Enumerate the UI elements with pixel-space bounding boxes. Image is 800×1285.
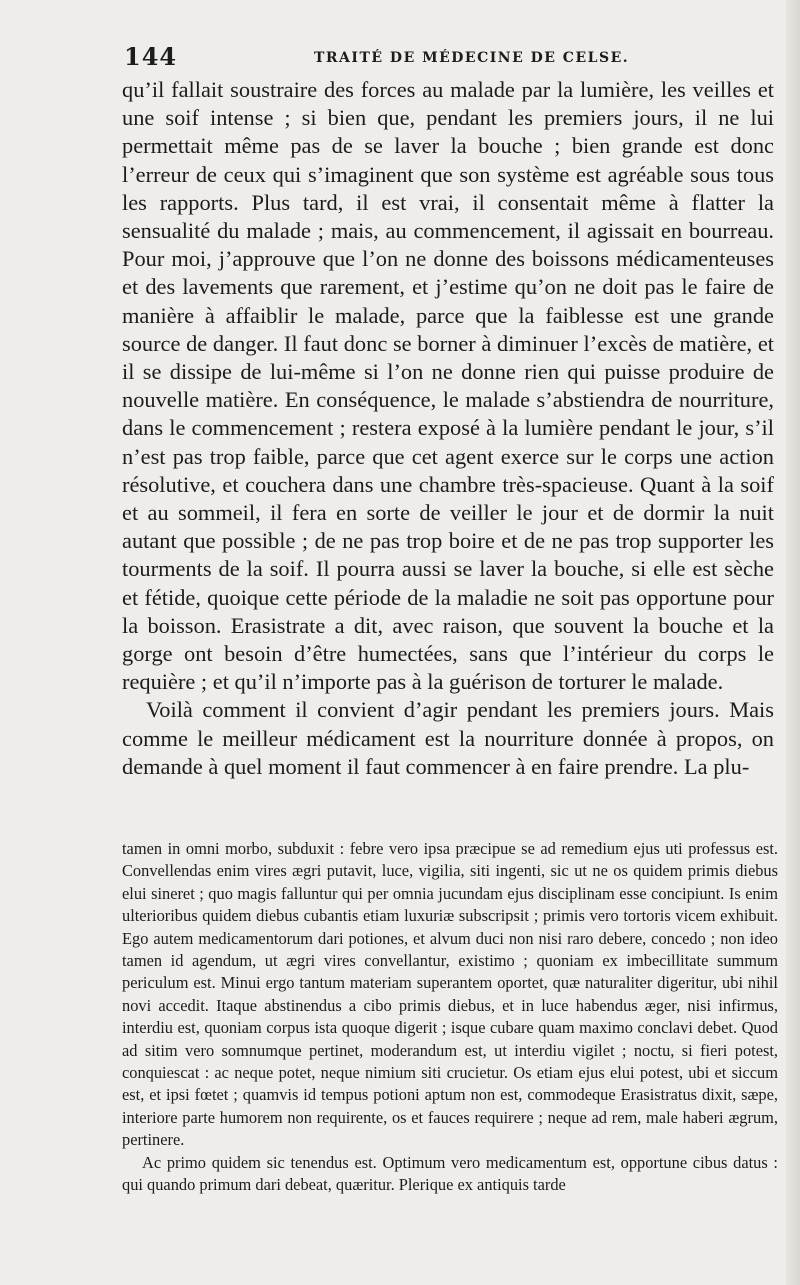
main-paragraph-2: Voilà comment il convient d’agir pendant les premiers jours. Mais comme le meilleur médicament est la nourriture donnée à propos, on demande à quel moment il faut commencer à en faire prendre. La plu- <box>122 697 774 779</box>
main-paragraph-1: qu’il fallait soustraire des forces au malade par la lumière, les veilles et une soif intense ; si bien que, pendant les premiers jours, il ne lui permettait même pas de se laver la bouche ; bien grande est donc l’erreur de ceux qui s’imaginent que son système est agréable sous tous les rapports. Plus tard, il est vrai, il consentait même à flatter la sensualité du malade ; mais, au commencement, il agissait en bourreau. Pour moi, j’approuve que l’on ne donne des boissons médicamenteuses et des lavements que rarement, et j’estime qu’on ne doit pas le faire de manière à affaiblir le malade, parce que la faiblesse est une grande source de danger. Il faut donc se borner à diminuer l’excès de matière, et il se dissipe de lui-même si l’on ne donne rien qui puisse produire de nouvelle matière. En conséquence, le malade s’abstiendra de nourriture, dans le commencement ; restera exposé à la lumière pendant le jour, s’il n’est pas trop faible, parce que cet agent exerce sur le corps une action résolutive, et couchera dans une chambre très-spacieuse. Quant à la soif et au sommeil, il fera en sorte de veiller le jour et de dormir la nuit autant que possible ; de ne pas trop boire et de ne pas trop supporter les tourments de la soif. Il pourra aussi se laver la bouche, si elle est sèche et fétide, quoique cette période de la maladie ne soit pas opportune pour la boisson. Erasistrate a dit, avec raison, que souvent la bouche et la gorge ont besoin d’être humectées, sans que l’intérieur du corps le requière ; et qu’il n’importe pas à la guérison de torturer le malade. <box>122 77 774 695</box>
running-title: TRAITÉ DE MÉDECINE DE CELSE. <box>314 50 630 66</box>
page-header <box>122 42 780 72</box>
page-edge <box>786 0 800 1285</box>
latin-paragraph-2: Ac primo quidem sic tenendus est. Optimum vero medicamentum est, opportune cibus datus : qui quando primum dari debeat, quæritur. Plerique ex antiquis tarde <box>122 1152 778 1195</box>
latin-paragraph-1: tamen in omni morbo, subduxit : febre vero ipsa præcipue se ad remedium ejus uti professus est. Convellendas enim vires ægri putavit, luce, vigilia, siti ingenti, sic ut ne os quidem primis diebus elui sineret ; quo magis falluntur qui per omnia jucundam ejus disciplinam esse concipiunt. Is enim ulterioribus quidem diebus cubantis etiam luxuriæ subscripsit ; primis vero tortoris vicem exhibuit. Ego autem medicamentorum dari potiones, et alvum duci non nisi raro debere, concedo ; non ideo tamen id agendum, ut ægri vires convellantur, existimo ; quoniam ex imbecillitate summum periculum est. Minui ergo tantum materiam superantem oportet, quæ naturaliter digeritur, ubi nihil novi accedit. Itaque abstinendus a cibo primis diebus, et in luce habendus æger, nisi infirmus, interdiu est, quoniam corpus ista quoque digerit ; isque cubare quam maximo conclavi debet. Quod ad sitim vero somnumque pertinet, moderandum est, ut interdiu vigilet ; noctu, si fieri potest, conquiescat : ac neque potet, neque nimium siti crucietur. Os etiam ejus elui potest, ubi et siccum est, et ipsi fœtet ; quamvis id tempus potioni aptum non est, commodeque Erasistratus dixit, sæpe, interiore parte humorem non requirente, os et fauces requirere ; neque ad rem, male haberi ægrum, pertinere. <box>122 839 778 1150</box>
page-number: 144 <box>124 42 178 71</box>
main-text <box>122 76 774 781</box>
latin-footnotes <box>122 838 778 1197</box>
